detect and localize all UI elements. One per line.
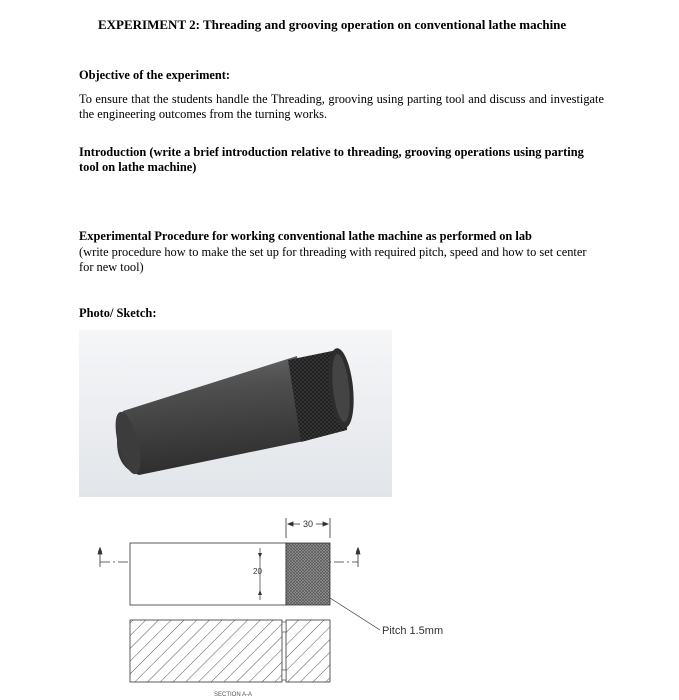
title-text: : Threading and grooving operation on conventional lathe machine [195, 17, 567, 32]
objective-heading: Objective of the experiment: [79, 68, 231, 82]
pitch-label: Pitch 1.5mm [382, 625, 444, 637]
section-label: SECTION A-A [213, 692, 253, 698]
section-view [130, 620, 330, 682]
side-view [130, 543, 330, 605]
thread-length-value: 30 [302, 519, 314, 529]
title-experiment-number: EXPERIMENT 2 [98, 17, 196, 32]
procedure-heading: Experimental Procedure for working conventional lathe machine as performed on lab [79, 229, 532, 243]
photo-sketch-heading: Photo/ Sketch: [79, 306, 157, 320]
section-marker-right: A [355, 548, 361, 554]
pitch-leader-line [330, 598, 380, 630]
document-title [98, 17, 566, 32]
procedure-body: (write procedure how to make the set up for threading with required pitch, speed and how to set center for new tool) [79, 245, 587, 274]
introduction-heading: Introduction (write a brief introduction relative to threading, grooving operations using parting tool on lathe machine) [79, 145, 584, 174]
diameter-value: 20 [253, 567, 262, 576]
engineering-drawing [90, 510, 490, 700]
section-marker-left: A [97, 548, 103, 554]
shaft-3d-render [79, 330, 392, 497]
objective-body: To ensure that the students handle the Threading, grooving using parting tool and discuss and investigate the engineering outcomes from the turning works. [79, 92, 604, 121]
